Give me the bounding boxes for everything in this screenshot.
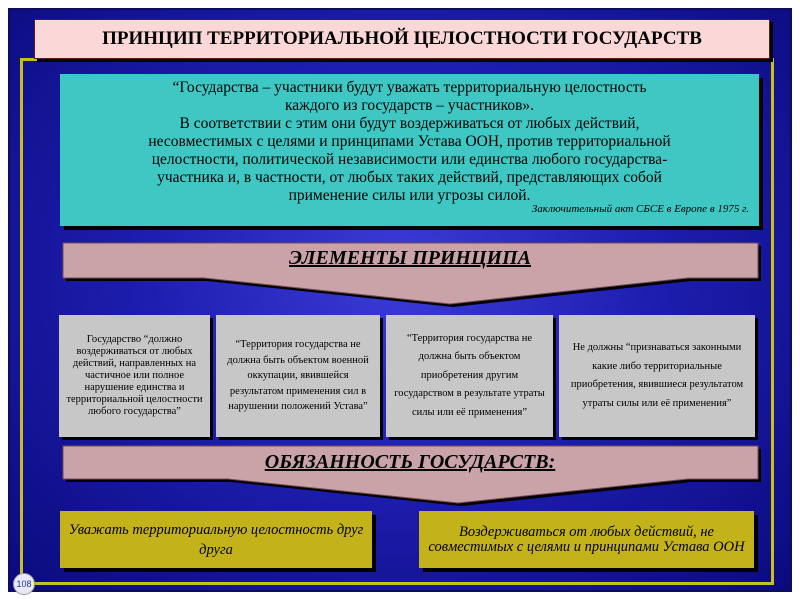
quote-line: участника и, в частности, от любых таких действий, представляющих собой bbox=[157, 169, 662, 186]
quote-box bbox=[60, 74, 759, 226]
quote-line: применение силы или угрозы силой. bbox=[288, 187, 531, 204]
quote-source: Заключительный акт СБСЕ в Европе в 1975 г. bbox=[531, 203, 749, 215]
elements-banner-label: ЭЛЕМЕНТЫ ПРИНЦИПА bbox=[289, 247, 531, 269]
page-title: ПРИНЦИП ТЕРРИТОРИАЛЬНОЙ ЦЕЛОСТНОСТИ ГОСУДАРСТВ bbox=[34, 19, 770, 59]
duty-text: Воздерживаться от любых действий, не совместимых с целями и принципами Устава ООН bbox=[428, 523, 745, 555]
quote-line: несовместимых с целями и принципами Устава ООН, против территориальной bbox=[148, 133, 671, 150]
quote-line: каждого из государств – участников». bbox=[284, 97, 535, 114]
element-box-3 bbox=[386, 315, 553, 437]
element-text: Не должны “признаваться законными какие либо территориальные приобретения, явившиеся результатом утраты силы или её применения” bbox=[570, 342, 744, 409]
duty-banner-label: ОБЯЗАННОСТЬ ГОСУДАРСТВ: bbox=[264, 451, 556, 473]
duty-box-1 bbox=[60, 511, 372, 568]
quote-line: “Государства – участники будут уважать территориальную целостность bbox=[172, 79, 647, 96]
quote-line: целостности, политической независимости или единства любого государства- bbox=[151, 151, 668, 168]
element-box-4 bbox=[559, 315, 755, 437]
page-number-badge: 108 bbox=[13, 573, 35, 595]
element-text: Государство “должно воздерживаться от любых действий, направленных на частичное или полное нарушение единства и территориальной целостности любого государства” bbox=[66, 334, 203, 417]
element-text: “Территория государства не должна быть объектом военной оккупации, явившейся результатом применения сил в нарушении положений Устава” bbox=[227, 339, 369, 413]
element-box-2 bbox=[216, 315, 380, 437]
element-text: “Территория государства не должна быть объектом приобретения другим государством в результате утраты силы или её применения” bbox=[394, 332, 545, 418]
duty-box-2 bbox=[419, 511, 754, 568]
quote-line: В соответствии с этим они будут воздерживаться от любых действий, bbox=[179, 115, 640, 132]
element-box-1 bbox=[59, 315, 210, 437]
duty-text: Уважать территориальную целостность друг друга bbox=[68, 521, 364, 558]
